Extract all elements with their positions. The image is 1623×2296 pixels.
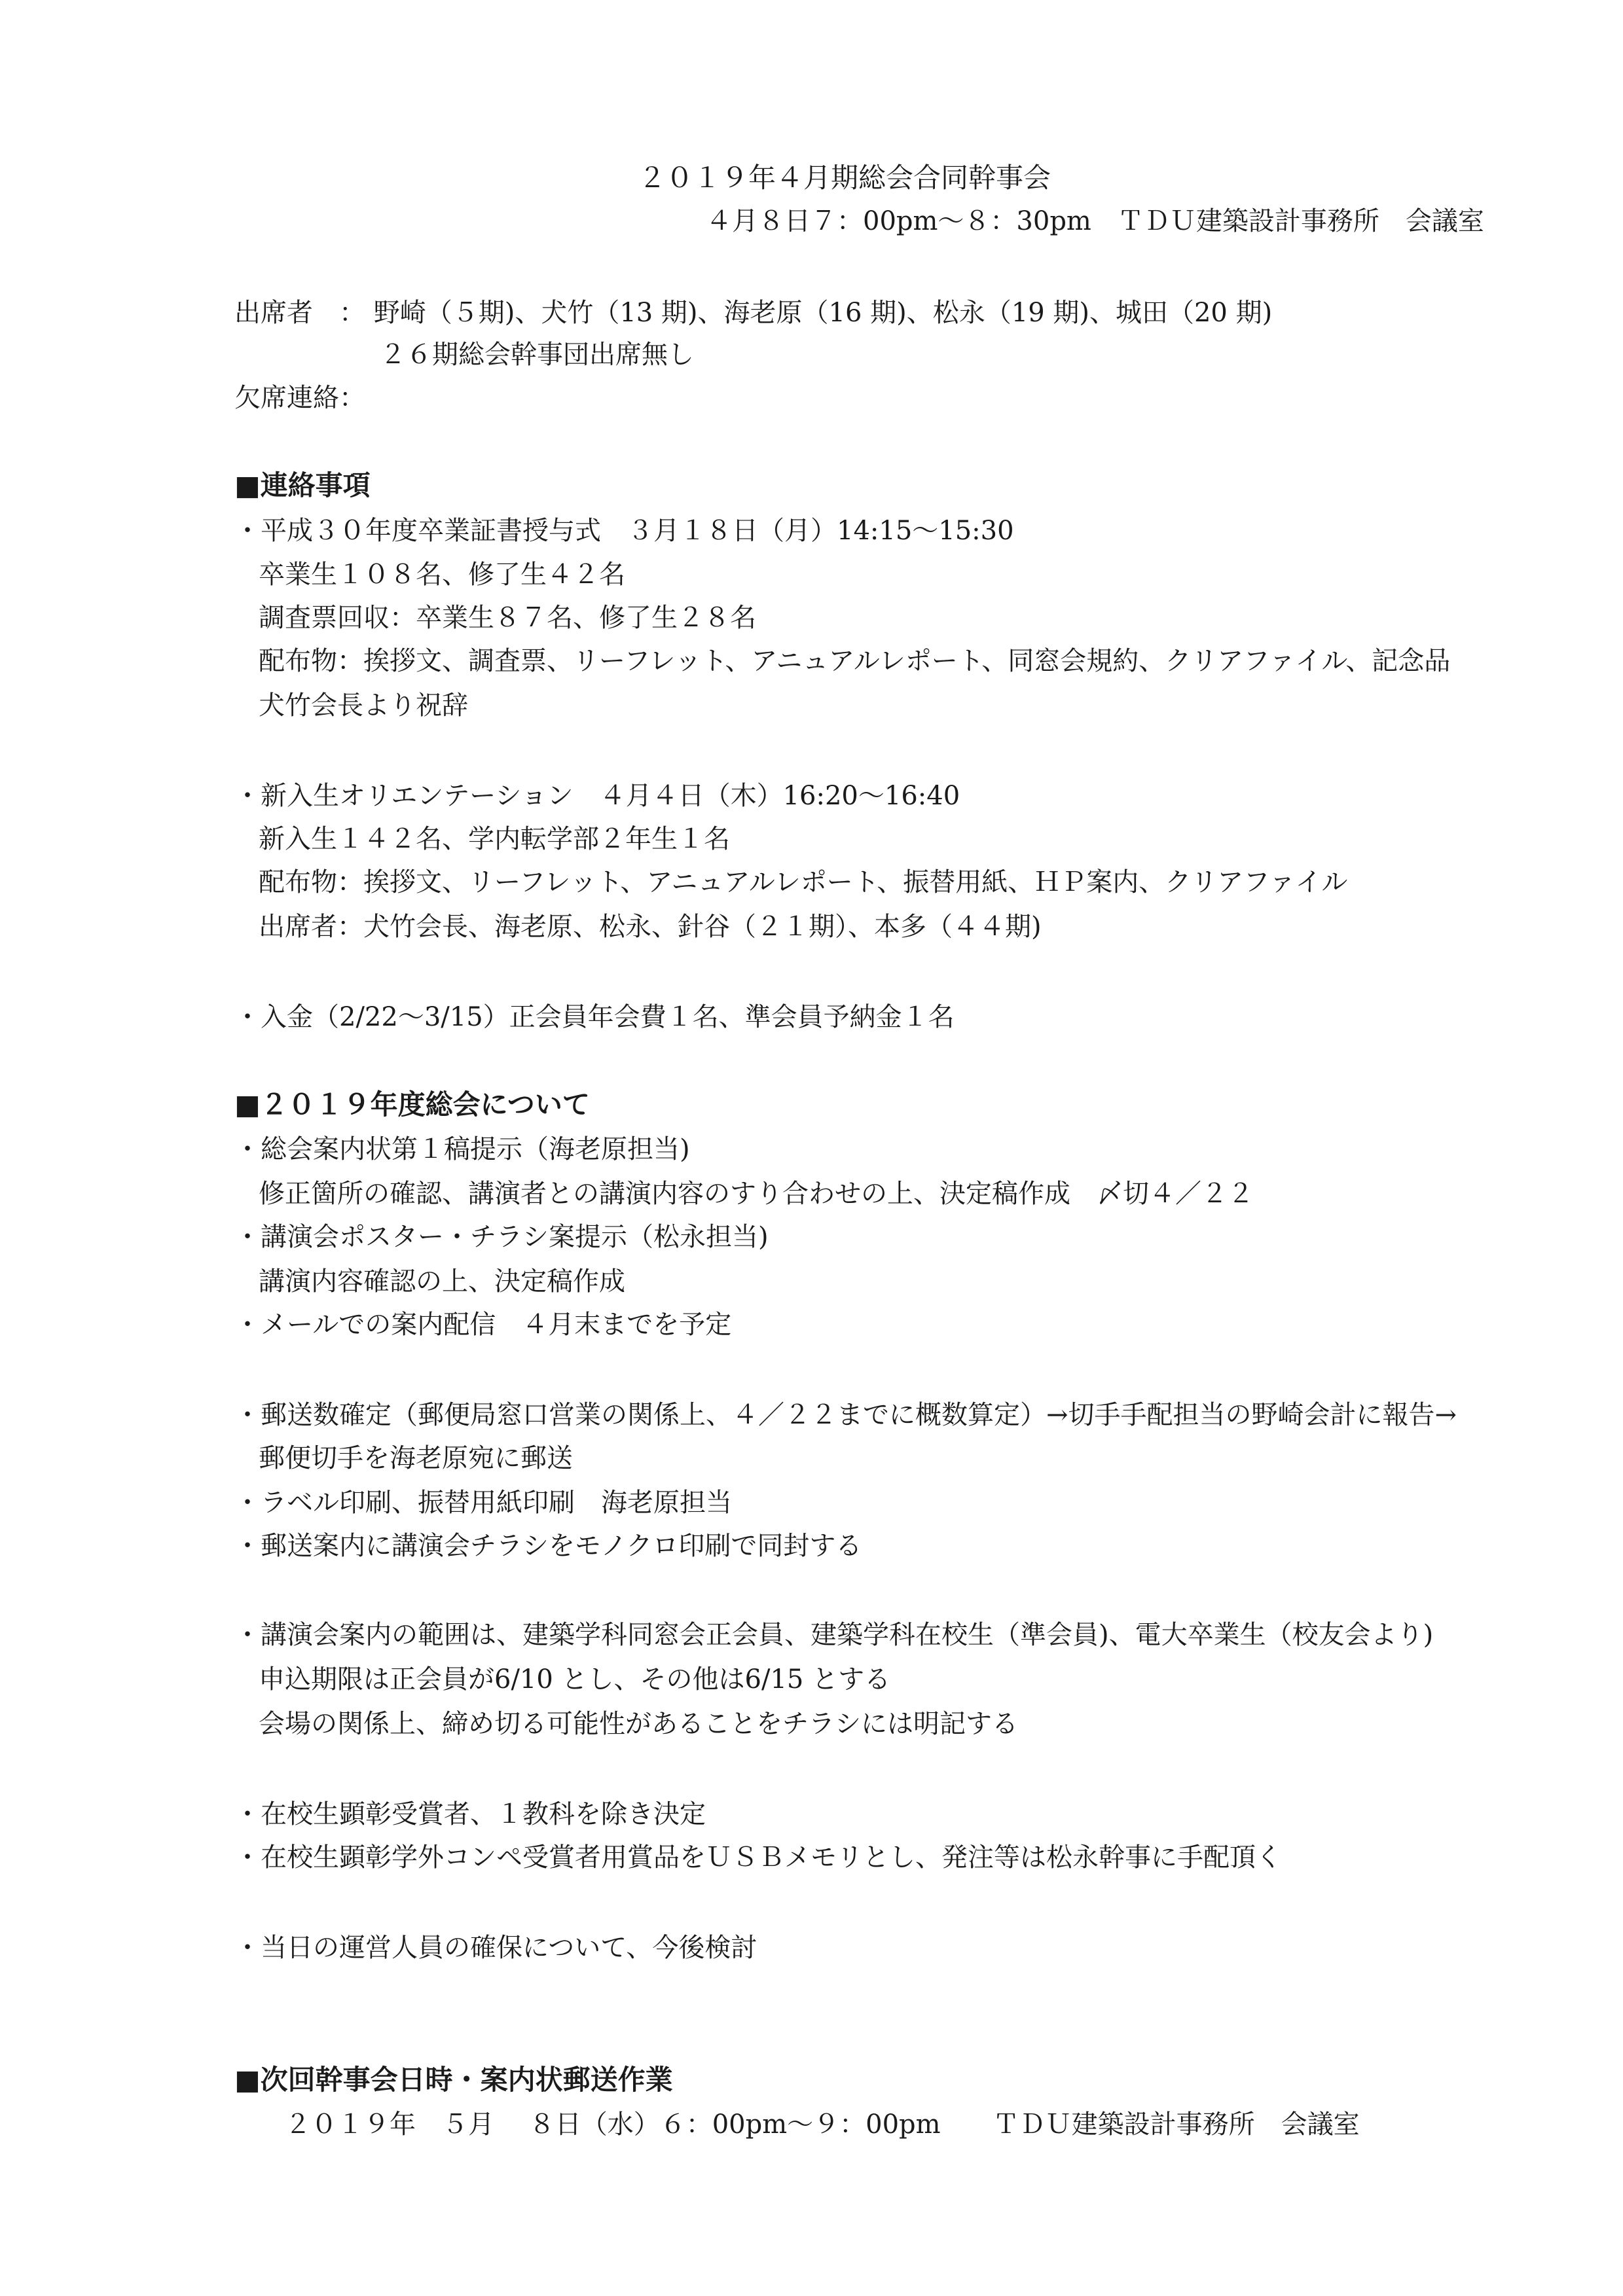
graduation-detail: 犬竹会長より祝辞 (259, 691, 468, 721)
general-detail: 郵便切手を海老原宛に郵送 (259, 1443, 573, 1473)
general-item: ・当日の運営人員の確保について、今後検討 (234, 1933, 757, 1963)
general-item: ・講演会ポスター・チラシ案提示（松永担当) (234, 1222, 769, 1252)
general-item: ・講演会案内の範囲は、建築学科同窓会正会員、建築学科在校生（準会員)、電大卒業生（校友会より) (234, 1620, 1434, 1650)
general-item: ・郵送案内に講演会チラシをモノクロ印刷で同封する (234, 1531, 862, 1561)
general-item: ・ラベル印刷、振替用紙印刷 海老原担当 (234, 1488, 732, 1518)
section-heading-general-meeting: ■２０１９年度総会について (234, 1088, 590, 1121)
next-meeting-datetime: ２０１９年 ５月 ８日（水）６：00pm〜９：00pm ＴＤＵ建築設計事務所 会議室 (285, 2109, 1360, 2140)
general-detail: 申込期限は正会員が6/10 とし、その他は6/15 とする (259, 1664, 891, 1695)
document-title: ２０１９年４月期総会合同幹事会 (638, 162, 1051, 194)
general-detail: 会場の関係上、締め切る可能性があることをチラシには明記する (259, 1709, 1018, 1739)
absence-line: 欠席連絡： (234, 383, 365, 413)
meeting-datetime-place: ４月８日７：00pm〜８：30pm ＴＤＵ建築設計事務所 会議室 (706, 206, 1484, 236)
payment-item: ・入金（2/22〜3/15）正会員年会費１名、準会員予納金１名 (234, 1002, 955, 1032)
orientation-detail: 出席者：犬竹会長、海老原、松永、針谷（２１期）、本多（４４期) (259, 912, 1042, 942)
general-detail: 修正箇所の確認、講演者との講演内容のすり合わせの上、決定稿作成 〆切４／２２ (259, 1179, 1254, 1209)
orientation-item: ・新入生オリエンテーション ４月４日（木）16:20〜16:40 (234, 781, 960, 811)
general-item: ・総会案内状第１稿提示（海老原担当) (234, 1134, 690, 1164)
section-heading-next-meeting: ■次回幹事会日時・案内状郵送作業 (234, 2064, 673, 2096)
general-item: ・在校生顕彰受賞者、１教科を除き決定 (234, 1799, 706, 1829)
general-detail: 講演内容確認の上、決定稿作成 (259, 1266, 625, 1297)
section-heading-contact: ■連絡事項 (234, 469, 371, 501)
general-item: ・メールでの案内配信 ４月末までを予定 (234, 1310, 732, 1340)
attendees-line: 出席者 ： 野崎（５期)、犬竹（13 期)、海老原（16 期)、松永（19 期)、城田（20 期) (234, 298, 1273, 328)
general-item: ・郵送数確定（郵便局窓口営業の関係上、４／２２までに概数算定）→切手手配担当の野崎会計に報告→ (234, 1400, 1457, 1430)
graduation-item: ・平成３０年度卒業証書授与式 ３月１８日（月）14:15〜15:30 (234, 516, 1014, 546)
orientation-detail: 新入生１４２名、学内転学部２年生１名 (259, 824, 730, 854)
orientation-detail: 配布物：挨拶文、リーフレット、アニュアルレポート、振替用紙、ＨＰ案内、クリアファイル (259, 867, 1348, 897)
graduation-detail: 卒業生１０８名、修了生４２名 (259, 560, 625, 590)
graduation-detail: 調査票回収：卒業生８７名、修了生２８名 (259, 603, 756, 633)
general-item: ・在校生顕彰学外コンペ受賞者用賞品をＵＳＢメモリとし、発注等は松永幹事に手配頂く (234, 1842, 1282, 1873)
attendees-note: ２６期総会幹事団出席無し (380, 340, 694, 370)
graduation-detail: 配布物：挨拶文、調査票、リーフレット、アニュアルレポート、同窓会規約、クリアファイル、記念品 (259, 646, 1451, 676)
